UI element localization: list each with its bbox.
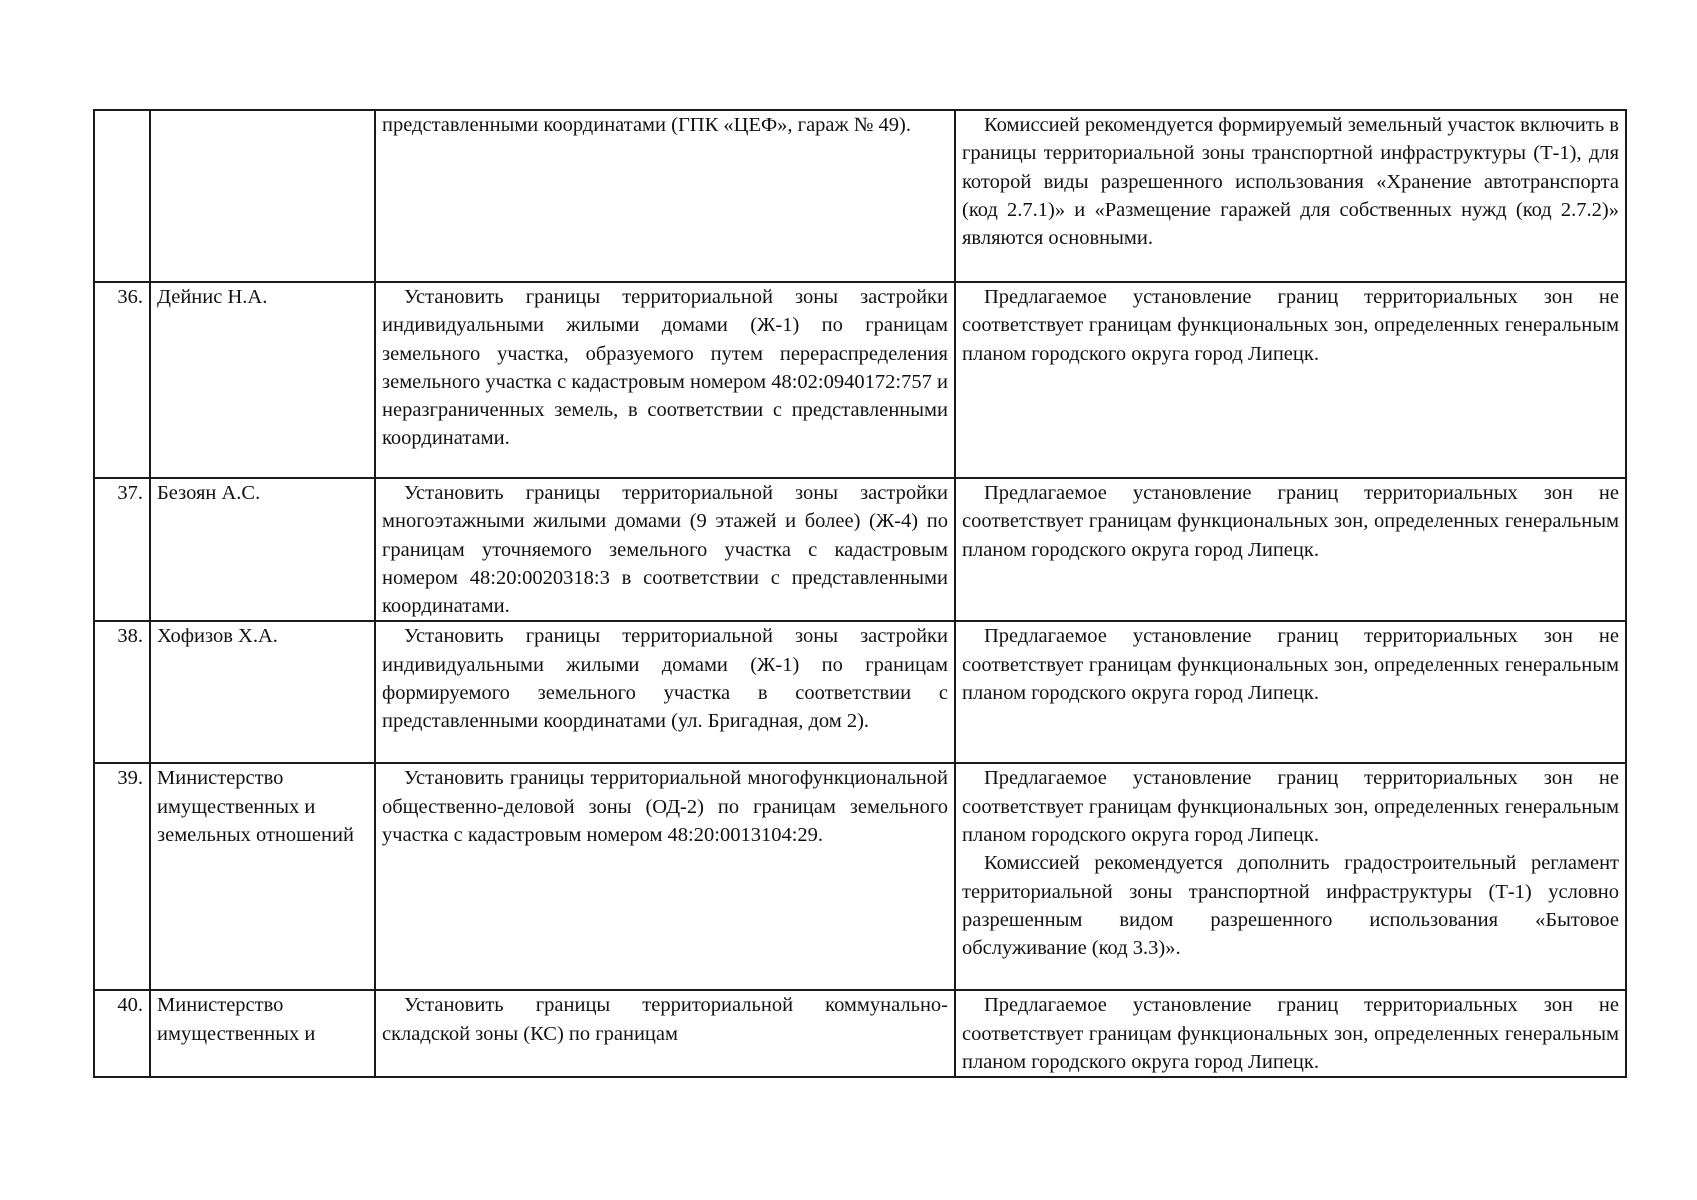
result-paragraph: Предлагаемое установление границ территориальных зон не соответствует границам функциональных зон, определенных генеральным планом городского округа город Липецк. xyxy=(962,625,1619,705)
result-paragraph: Комиссией рекомендуется дополнить градостроительный регламент территориальной зоны транспортной инфраструктуры (Т-1) условно разрешенным видом разрешенного использования «Бытовое обслуживание (код 3.3)». xyxy=(962,852,1619,960)
result-paragraph: Предлагаемое установление границ территориальных зон не соответствует границам функциональных зон, определенных генеральным планом городского округа город Липецк. xyxy=(962,482,1619,561)
result-paragraph: Предлагаемое установление границ территориальных зон не соответствует границам функциональных зон, определенных генеральным планом городского округа город Липецк. xyxy=(962,286,1619,365)
applicant-name: Министерство имущественных и земельных отношений xyxy=(150,763,375,990)
request-paragraph: Установить границы территориальной зоны застройки индивидуальными жилыми домами (Ж-1) по границам земельного участка, образуемого путем перераспределения земельного участка с кадастровым номером 48:02:0940172:757 и неразграниченных земель, в соответствии с представленными координатами. xyxy=(382,286,948,450)
request-paragraph: Установить границы территориальной зоны застройки индивидуальными жилыми домами (Ж-1) по границам формируемого земельного участка в соответствии с представленными координатами (ул. Бригадная, дом 2). xyxy=(382,625,948,733)
table-row xyxy=(94,763,1626,990)
row-number: 40. xyxy=(94,990,150,1077)
table-row xyxy=(94,621,1626,763)
request-text xyxy=(375,110,955,282)
request-text xyxy=(375,478,955,621)
request-text xyxy=(375,282,955,478)
applicant-name: Дейнис Н.А. xyxy=(150,282,375,478)
result-text xyxy=(955,282,1626,478)
result-paragraph: Предлагаемое установление границ территориальных зон не соответствует границам функциональных зон, определенных генеральным планом городского округа город Липецк. xyxy=(962,994,1619,1074)
result-paragraph: Предлагаемое установление границ территориальных зон не соответствует границам функциональных зон, определенных генеральным планом городского округа город Липецк. xyxy=(962,767,1619,847)
table-row xyxy=(94,110,1626,282)
table-row xyxy=(94,990,1626,1077)
request-paragraph: Установить границы территориальной зоны застройки многоэтажными жилыми домами (9 этажей и более) (Ж-4) по границам уточняемого земельного участка с кадастровым номером 48:20:0020318:3 в соответствии с представленными координатами. xyxy=(382,482,948,618)
row-number: 37. xyxy=(94,478,150,621)
table-row xyxy=(94,282,1626,478)
result-text xyxy=(955,763,1626,990)
result-text xyxy=(955,478,1626,621)
table-body xyxy=(94,110,1626,1077)
row-number: 36. xyxy=(94,282,150,478)
applicant-name xyxy=(150,110,375,282)
result-text xyxy=(955,110,1626,282)
table-row xyxy=(94,478,1626,621)
request-text xyxy=(375,763,955,990)
request-text xyxy=(375,990,955,1077)
result-paragraph: Комиссией рекомендуется формируемый земельный участок включить в границы территориальной зоны транспортной инфраструктуры (Т-1), для которой виды разрешенного использования «Хранение автотранспорта (код 2.7.1)» и «Размещение гаражей для собственных нужд (код 2.7.2)» являются основными. xyxy=(962,114,1619,250)
result-text xyxy=(955,990,1626,1077)
commission-table xyxy=(93,109,1627,1078)
row-number: 38. xyxy=(94,621,150,763)
request-paragraph: представленными координатами (ГПК «ЦЕФ», гараж № 49). xyxy=(382,114,911,136)
row-number xyxy=(94,110,150,282)
applicant-name: Министерство имущественных и xyxy=(150,990,375,1077)
request-paragraph: Установить границы территориальной коммунально-складской зоны (КС) по границам xyxy=(382,994,948,1045)
request-text xyxy=(375,621,955,763)
result-text xyxy=(955,621,1626,763)
row-number: 39. xyxy=(94,763,150,990)
applicant-name: Безоян А.С. xyxy=(150,478,375,621)
applicant-name: Хофизов Х.А. xyxy=(150,621,375,763)
request-paragraph: Установить границы территориальной многофункциональной общественно-деловой зоны (ОД-2) по границам земельного участка с кадастровым номером 48:20:0013104:29. xyxy=(382,767,948,847)
